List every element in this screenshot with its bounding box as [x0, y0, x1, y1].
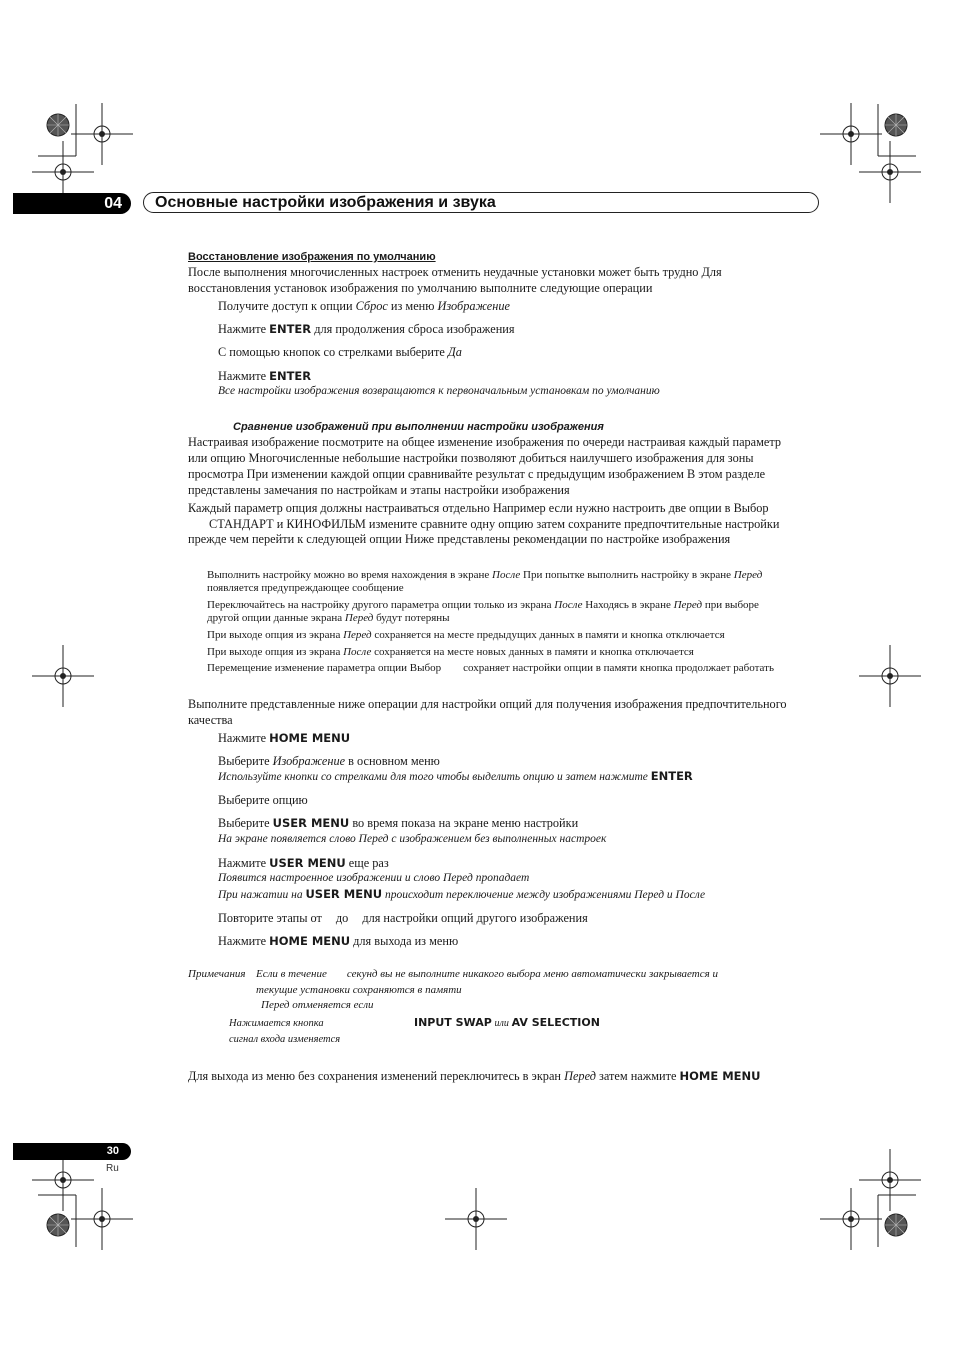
- paragraph-line: Выполните представленные ниже операции для настройки опций для получения изображения предпочтительного: [188, 697, 787, 711]
- key-label: USER MENU: [269, 856, 346, 870]
- step-item: Нажмите ENTER: [218, 369, 312, 383]
- note-item: сигнал входа изменяется: [229, 1034, 341, 1045]
- crosshair-icon: [859, 645, 921, 707]
- crosshair-icon: [859, 1149, 921, 1211]
- note-item: Перед отменяется если: [261, 999, 374, 1011]
- color-wheel-icon: [885, 114, 907, 136]
- step-note: На экране появляется слово Перед с изображением без выполненных настроек: [218, 833, 607, 845]
- step-note: Используйте кнопки со стрелками для того чтобы выделить опцию и затем нажмите ENTER: [218, 769, 693, 783]
- paragraph-line: Каждый параметр опция должны настраиваться отдельно Например если нужно настроить две опции в Выбор: [188, 501, 769, 515]
- key-label: USER MENU: [305, 887, 383, 901]
- paragraph-line: просмотра При изменении каждой опции сравнивайте результат с предыдущим изображением В этом разделе: [188, 467, 766, 481]
- crosshair-icon: [32, 645, 94, 707]
- paragraph-line: После выполнения многочисленных настроек отменить неудачные установки может быть трудно Для: [188, 265, 722, 279]
- key-label: HOME MENU: [679, 1069, 761, 1083]
- list-item: появляется предупреждающее сообщение: [207, 582, 404, 594]
- key-label: HOME MENU: [269, 934, 351, 948]
- paragraph-line: качества: [188, 713, 233, 727]
- key-label: AV SELECTION: [511, 1016, 600, 1029]
- key-label: ENTER: [650, 769, 693, 783]
- key-label: HOME MENU: [269, 731, 351, 745]
- section-heading: Сравнение изображений при выполнении настройки изображения: [233, 421, 604, 433]
- paragraph-line: восстановления установок изображения по умолчанию выполните следующие операции: [188, 281, 653, 295]
- list-item: другой опции данные экрана Перед будут потеряны: [207, 612, 450, 624]
- step-item: Выберите опцию: [218, 793, 308, 807]
- paragraph-line: Для выхода из меню без сохранения изменений переключитесь в экран Перед затем нажмите HOME MENU: [188, 1069, 761, 1083]
- step-item: Выберите Изображение в основном меню: [218, 754, 440, 768]
- crosshair-icon: [71, 103, 133, 165]
- crosshair-icon: [859, 141, 921, 203]
- crosshair-icon: [445, 1188, 507, 1250]
- paragraph-line: Настраивая изображение посмотрите на общее изменение изображения по очереди настраивая каждый параметр: [188, 435, 782, 449]
- step-item: Получите доступ к опции Сброс из меню Изображение: [218, 299, 510, 313]
- notes-label: Примечания: [188, 968, 246, 980]
- chapter-title-bar: [143, 192, 819, 213]
- crosshair-icon: [71, 1188, 133, 1250]
- step-note: Все настройки изображения возвращаются к первоначальным установкам по умолчанию: [218, 385, 660, 397]
- note-item: INPUT SWAP или AV SELECTION: [414, 1016, 600, 1029]
- color-wheel-icon: [47, 114, 69, 136]
- step-item: Нажмите USER MENU еще раз: [218, 856, 389, 870]
- crosshair-icon: [820, 103, 882, 165]
- color-wheel-icon: [47, 1214, 69, 1236]
- step-note: Появится настроенное изображении и слово Перед пропадает: [218, 872, 530, 884]
- key-label: USER MENU: [272, 816, 350, 830]
- key-label: INPUT SWAP: [414, 1016, 492, 1029]
- paragraph-line: или опцию Многочисленные небольшие настройки позволяют добиться наилучшего изображения для зоны: [188, 451, 754, 465]
- list-item: Переключайтесь на настройку другого параметра опции только из экрана После Находясь в экране Перед при выборе: [207, 599, 759, 611]
- key-label: ENTER: [269, 369, 312, 383]
- paragraph-line: представлены замечания по настройкам и этапы настройки изображения: [188, 483, 570, 497]
- note-item: текущие установки сохраняются в памяти: [256, 984, 462, 996]
- page-number: 30: [106, 1145, 119, 1157]
- list-item: Выполнить настройку можно во время нахождения в экране После При попытке выполнить настройку в экране Перед: [207, 569, 763, 581]
- step-item: Нажмите ENTER для продолжения сброса изображения: [218, 322, 515, 336]
- step-item: Повторите этапы от до для настройки опций другого изображения: [218, 911, 588, 925]
- list-item: При выходе опция из экрана Перед сохраняется на месте предыдущих данных в памяти и кнопка отключается: [207, 629, 725, 641]
- chapter-title: Основные настройки изображения и звука: [155, 194, 496, 211]
- page-number-badge: [13, 1143, 131, 1160]
- list-item: Перемещение изменение параметра опции Выбор сохраняет настройки опции в памяти кнопка продолжает работать: [207, 662, 774, 674]
- section-heading: Восстановление изображения по умолчанию: [188, 251, 436, 263]
- key-label: ENTER: [269, 322, 312, 336]
- chapter-number: 04: [104, 195, 122, 212]
- paragraph-line: СТАНДАРТ и КИНОФИЛЬМ измените сравните одну опцию затем сохраните предпочтительные настройки: [209, 517, 780, 531]
- crosshair-icon: [820, 1188, 882, 1250]
- language-code: Ru: [106, 1163, 119, 1174]
- paragraph-line: прежде чем перейти к следующей опции Ниже представлены рекомендации по настройке изображения: [188, 532, 731, 546]
- step-item: С помощью кнопок со стрелками выберите Да: [218, 345, 462, 359]
- step-item: Выберите USER MENU во время показа на экране меню настройки: [218, 816, 579, 830]
- step-item: Нажмите HOME MENU: [218, 731, 351, 745]
- step-note: При нажатии на USER MENU происходит переключение между изображениями Перед и После: [218, 887, 706, 901]
- note-item: Если в течение секунд вы не выполните никакого выбора меню автоматически закрывается и: [256, 968, 718, 980]
- chapter-badge: [13, 193, 131, 214]
- color-wheel-icon: [885, 1214, 907, 1236]
- list-item: При выходе опция из экрана После сохраняется на месте новых данных в памяти и кнопка отключается: [207, 646, 694, 658]
- step-item: Нажмите HOME MENU для выхода из меню: [218, 934, 459, 948]
- note-item: Нажимается кнопка: [229, 1018, 324, 1029]
